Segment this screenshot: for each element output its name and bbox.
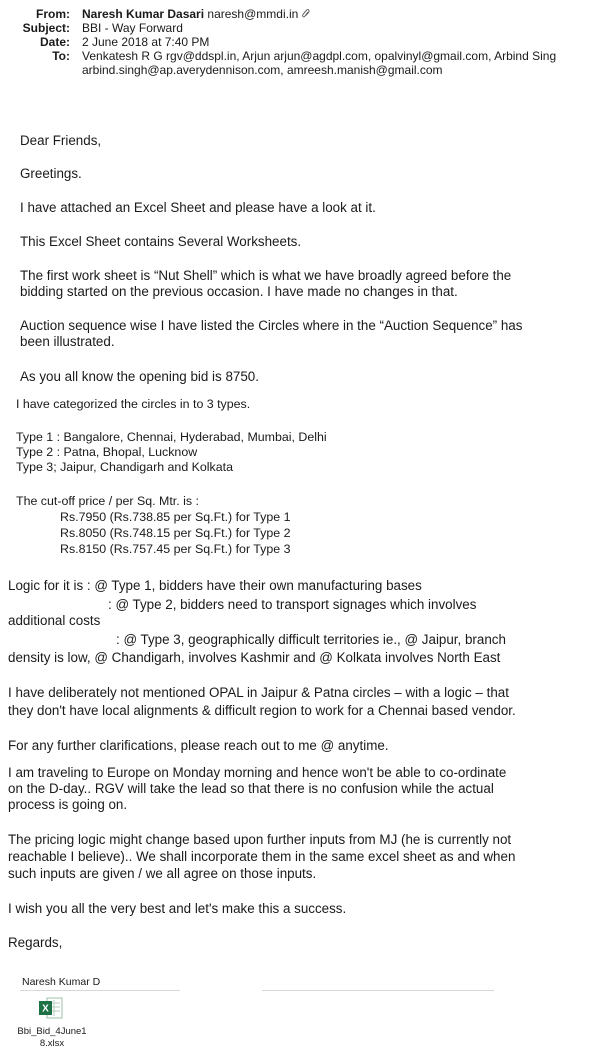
- type-1-line: Type 1 : Bangalore, Chennai, Hyderabad, Mumbai, Delhi: [16, 430, 327, 444]
- paragraph-categories: I have categorized the circles in to 3 types.: [16, 397, 251, 411]
- paragraph-clarifications: For any further clarifications, please reach out to me @ anytime.: [8, 738, 389, 753]
- svg-text:X: X: [42, 1003, 49, 1015]
- paragraph-nutshell-1: The first work sheet is “Nut Shell” which is what we have broadly agreed before the: [20, 268, 512, 283]
- paragraph-travel-3: process is going on.: [8, 797, 128, 812]
- signature-divider-right: [262, 990, 494, 991]
- date-value: 2 June 2018 at 7:40 PM: [82, 35, 210, 49]
- paragraph-travel-1: I am traveling to Europe on Monday morning and hence won't be able to co-ordinate: [8, 765, 507, 780]
- attachment-filename-line1[interactable]: Bbi_Bid_4June1: [17, 1026, 87, 1037]
- price-type-2: Rs.8050 (Rs.748.15 per Sq.Ft.) for Type 2: [60, 526, 291, 540]
- paragraph-travel-2: on the D-day.. RGV will take the lead so that there is no confusion while the actual: [8, 781, 494, 796]
- excel-file-icon[interactable]: [38, 996, 64, 1020]
- salutation: Dear Friends,: [20, 133, 102, 148]
- signature-name: Naresh Kumar D: [22, 976, 101, 988]
- logic-line-2: : @ Type 2, bidders need to transport signages which involves: [108, 597, 477, 612]
- closing-regards: Regards,: [8, 935, 63, 950]
- to-label: To:: [52, 49, 70, 63]
- from-email[interactable]: naresh@mmdi.in: [207, 7, 299, 21]
- paragraph-opal-2: they don't have local alignments & difficult region to work for a Chennai based vendor.: [8, 703, 516, 718]
- paragraph-pricing-3: such inputs are given / we all agree on those inputs.: [8, 866, 317, 881]
- paragraph-pricing-1: The pricing logic might change based upon further inputs from MJ (he is currently not: [8, 832, 512, 847]
- logic-line-3: additional costs: [8, 613, 101, 628]
- attachment-filename-line2[interactable]: 8.xlsx: [39, 1038, 65, 1049]
- subject-value: BBI - Way Forward: [82, 21, 183, 35]
- date-label: Date:: [39, 35, 70, 49]
- paragraph-auction-2: been illustrated.: [20, 334, 115, 349]
- price-type-1: Rs.7950 (Rs.738.85 per Sq.Ft.) for Type 1: [60, 510, 291, 524]
- paperclip-icon: [302, 9, 310, 19]
- paragraph-opal-1: I have deliberately not mentioned OPAL in Jaipur & Patna circles – with a logic – that: [8, 685, 509, 700]
- logic-line-5: density is low, @ Chandigarh, involves Kashmir and @ Kolkata involves North East: [8, 650, 501, 665]
- greetings-line: Greetings.: [20, 166, 82, 181]
- price-type-3: Rs.8150 (Rs.757.45 per Sq.Ft.) for Type 3: [60, 542, 291, 556]
- from-name: Naresh Kumar Dasari: [82, 7, 205, 21]
- paragraph-worksheets: This Excel Sheet contains Several Worksheets.: [20, 234, 302, 249]
- cutoff-heading: The cut-off price / per Sq. Mtr. is :: [16, 494, 199, 508]
- logic-line-4: : @ Type 3, geographically difficult territories ie., @ Jaipur, branch: [116, 632, 506, 647]
- paragraph-wishes: I wish you all the very best and let's make this a success.: [8, 901, 347, 916]
- logic-line-1: Logic for it is : @ Type 1, bidders have their own manufacturing bases: [8, 578, 422, 593]
- subject-label: Subject:: [22, 21, 70, 35]
- from-label: From:: [36, 7, 70, 21]
- paragraph-auction-1: Auction sequence wise I have listed the Circles where in the “Auction Sequence” has: [20, 318, 523, 333]
- to-recipients-line1[interactable]: Venkatesh R G rgv@ddspl.in, Arjun arjun@agdpl.com, opalvinyl@gmail.com, Arbind Sing: [82, 50, 557, 63]
- paragraph-opening-bid: As you all know the opening bid is 8750.: [20, 369, 259, 384]
- paragraph-pricing-2: reachable I believe).. We shall incorporate them in the same excel sheet as and when: [8, 849, 516, 864]
- signature-divider-left: [20, 990, 180, 991]
- type-2-line: Type 2 : Patna, Bhopal, Lucknow: [16, 445, 198, 459]
- paragraph-attachment: I have attached an Excel Sheet and please have a look at it.: [20, 200, 376, 215]
- paragraph-nutshell-2: bidding started on the previous occasion. I have made no changes in that.: [20, 284, 458, 299]
- type-3-line: Type 3; Jaipur, Chandigarh and Kolkata: [16, 460, 233, 474]
- to-recipients-line2[interactable]: arbind.singh@ap.averydennison.com, amreesh.manish@gmail.com: [82, 63, 443, 77]
- from-field[interactable]: [82, 8, 310, 21]
